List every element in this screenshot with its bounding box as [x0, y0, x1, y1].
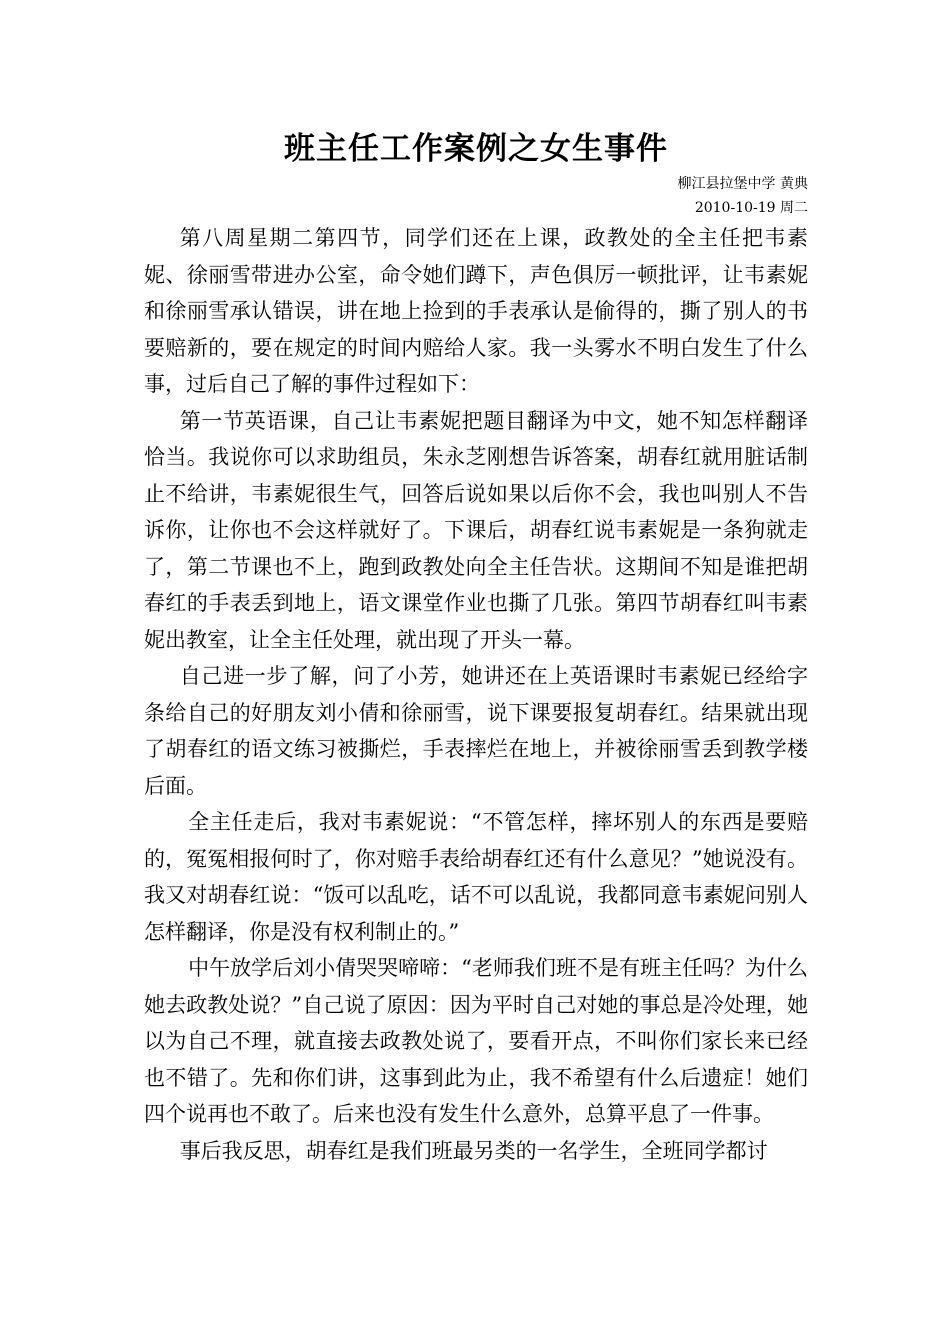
- paragraph: 事后我反思，胡春红是我们班最另类的一名学生，全班同学都讨: [179, 1138, 768, 1163]
- document-page: [144, 126, 808, 1169]
- paragraph: 全主任走后，我对韦素妮说：“不管怎样，摔坏别人的东西是要赔的，冤冤相报何时了，你对赔手表给胡春红还有什么意见？”她说没有。我又对胡春红说：“饭可以乱吃，话不可以乱说，我都同意韦素妮问别人怎样翻译，你是没有权利制止的。”: [144, 810, 808, 944]
- date-line: 2010-10-19 周二: [694, 200, 808, 216]
- paragraph: 中午放学后刘小倩哭哭啼啼：“老师我们班不是有班主任吗？为什么她去政教处说？”自己说了原因：因为平时自己对她的事总是冷处理，她以为自己不理，就直接去政教处说了，要看开点，不叫你们家长来已经也不错了。先和你们讲，这事到此为止，我不希望有什么后遗症！她们四个说再也不敢了。后来也没有发生什么意外，总算平息了一件事。: [144, 956, 808, 1126]
- author-line: 柳江县拉堡中学 黄典: [677, 176, 808, 192]
- document-body: [144, 220, 808, 1169]
- document-title: 班主任工作案例之女生事件: [284, 131, 668, 167]
- paragraph: 自己进一步了解，问了小芳，她讲还在上英语课时韦素妮已经给字条给自己的好朋友刘小倩和徐丽雪，说下课要报复胡春红。结果就出现了胡春红的语文练习被撕烂，手表摔烂在地上，并被徐丽雪丢到教学楼后面。: [144, 664, 808, 798]
- document-meta: [144, 172, 808, 220]
- paragraph: 第一节英语课，自己让韦素妮把题目翻译为中文，她不知怎样翻译恰当。我说你可以求助组员，朱永芝刚想告诉答案，胡春红就用脏话制止不给讲，韦素妮很生气，回答后说如果以后你不会，我也叫别人不告诉你，让你也不会这样就好了。下课后，胡春红说韦素妮是一条狗就走了，第二节课也不上，跑到政教处向全主任告状。这期间不知是谁把胡春红的手表丢到地上，语文课堂作业也撕了几张。第四节胡春红叫韦素妮出教室，让全主任处理，就出现了开头一幕。: [144, 408, 808, 652]
- paragraph: 第八周星期二第四节，同学们还在上课，政教处的全主任把韦素妮、徐丽雪带进办公室，命令她们蹲下，声色俱厉一顿批评，让韦素妮和徐丽雪承认错误，讲在地上捡到的手表承认是偷得的，撕了别人的书要赔新的，要在规定的时间内赔给人家。我一头雾水不明白发生了什么事，过后自己了解的事件过程如下：: [144, 226, 808, 396]
